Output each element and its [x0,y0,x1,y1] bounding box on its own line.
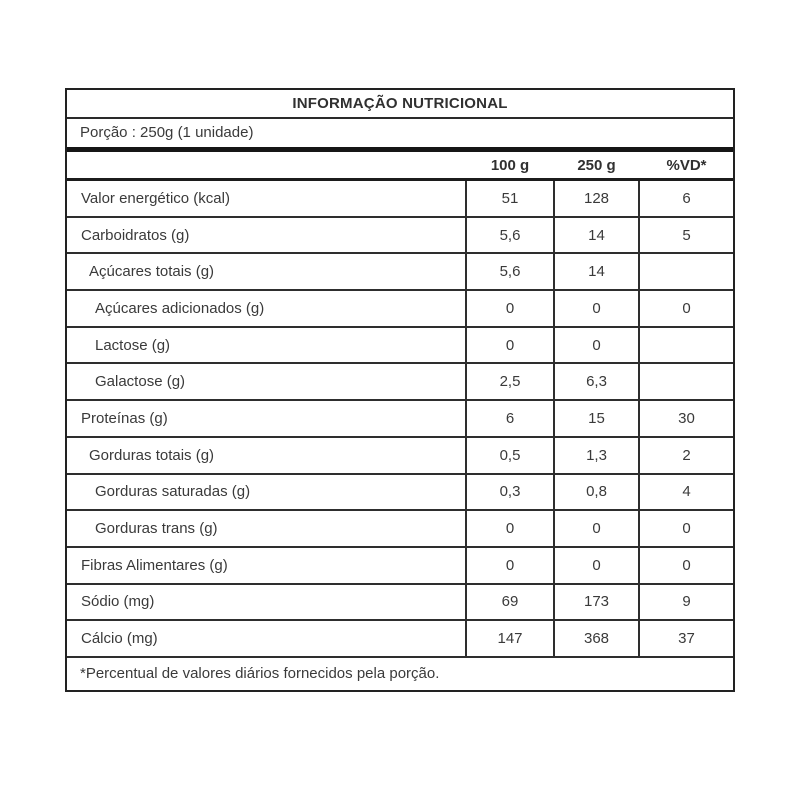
value-vd [638,254,733,289]
nutrient-name: Carboidratos (g) [81,226,190,244]
table-row [67,511,733,548]
value-100g: 0 [465,548,553,583]
value-vd: 0 [638,548,733,583]
table-row [67,328,733,365]
nutrient-name: Lactose (g) [95,336,171,354]
value-100g: 6 [465,401,553,436]
table-row [67,364,733,401]
value-vd: 6 [638,181,733,216]
value-vd: 0 [638,511,733,546]
value-100g: 0 [465,291,553,326]
value-100g: 147 [465,621,553,656]
nutrient-name: Gorduras totais (g) [89,446,215,464]
value-vd: 30 [638,401,733,436]
value-vd: 9 [638,585,733,620]
value-vd: 4 [638,475,733,510]
value-vd: 2 [638,438,733,473]
table-title: INFORMAÇÃO NUTRICIONAL [67,90,733,119]
value-vd: 37 [638,621,733,656]
value-250g: 14 [553,218,638,253]
value-100g: 51 [465,181,553,216]
table-row [67,218,733,255]
table-row [67,438,733,475]
nutrient-name: Galactose (g) [95,373,186,391]
nutrient-name: Sódio (mg) [81,593,155,611]
value-vd [638,364,733,399]
value-vd [638,328,733,363]
nutrient-name: Valor energético (kcal) [81,189,230,207]
footnote-text: *Percentual de valores diários fornecidos pela porção. [80,664,440,682]
table-row [67,181,733,218]
value-100g: 5,6 [465,218,553,253]
table-row [67,585,733,622]
value-100g: 0,5 [465,438,553,473]
value-250g: 0 [553,548,638,583]
value-100g: 2,5 [465,364,553,399]
value-250g: 15 [553,401,638,436]
nutrition-facts-table [65,88,735,692]
value-250g: 128 [553,181,638,216]
portion-text: Porção : 250g (1 unidade) [67,119,733,152]
value-250g: 0,8 [553,475,638,510]
value-100g: 0 [465,511,553,546]
value-vd: 0 [638,291,733,326]
value-250g: 0 [553,291,638,326]
table-row [67,621,733,658]
table-row [67,548,733,585]
table-row [67,401,733,438]
column-header-100g: 100 g [490,156,530,174]
value-100g: 5,6 [465,254,553,289]
value-100g: 0 [465,328,553,363]
value-250g: 6,3 [553,364,638,399]
table-row [67,254,733,291]
nutrient-name: Gorduras saturadas (g) [95,483,251,501]
value-250g: 173 [553,585,638,620]
table-row [67,291,733,328]
column-header-vd: %VD* [666,156,707,174]
value-100g: 69 [465,585,553,620]
value-250g: 368 [553,621,638,656]
nutrient-name: Fibras Alimentares (g) [81,556,228,574]
value-250g: 14 [553,254,638,289]
nutrient-name: Gorduras trans (g) [95,520,218,538]
nutrient-rows-container [67,181,733,658]
nutrient-name: Açúcares adicionados (g) [95,299,265,317]
value-250g: 0 [553,328,638,363]
value-250g: 0 [553,511,638,546]
nutrient-name: Açúcares totais (g) [89,263,215,281]
column-header-row [67,152,733,181]
nutrient-name: Cálcio (mg) [81,630,158,648]
column-header-250g: 250 g [577,156,616,174]
value-100g: 0,3 [465,475,553,510]
table-row [67,475,733,512]
value-vd: 5 [638,218,733,253]
nutrient-name: Proteínas (g) [81,409,168,427]
value-250g: 1,3 [553,438,638,473]
